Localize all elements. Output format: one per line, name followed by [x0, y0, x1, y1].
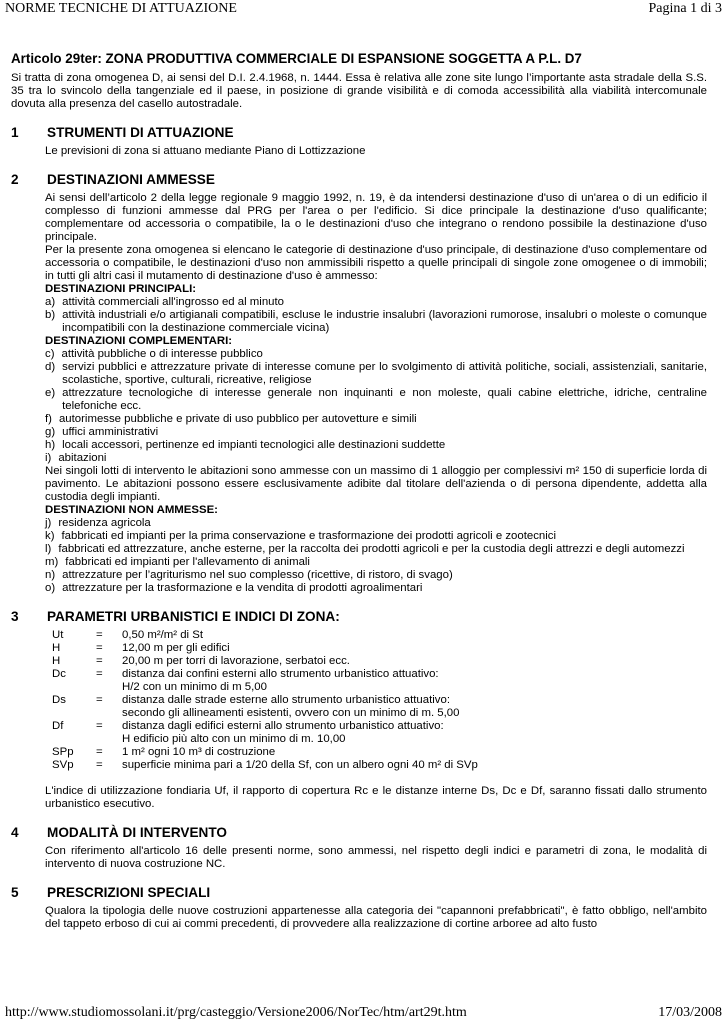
list-item [45, 387, 707, 413]
parameter-value: 0,50 m²/m² di St [122, 629, 204, 641]
parameter-key: Dc [52, 668, 66, 680]
section-number: 5 [11, 885, 19, 900]
print-footer [0, 1005, 724, 1024]
item-marker: e) [45, 387, 56, 399]
item-text: locali accessori, pertinenze ed impianti tecnologici alle destinazioni suddette [62, 439, 446, 451]
item-text: attrezzature tecnologiche di interesse generale non inquinanti e non moleste, quali cabine elettriche, idriche, centraline telefoniche ecc. [62, 387, 707, 412]
item-marker: k) [45, 530, 55, 542]
parameter-row [52, 759, 707, 772]
list-item [45, 543, 707, 556]
item-marker: h) [45, 439, 56, 451]
item-marker: j) [45, 517, 52, 529]
equals-sign: = [96, 668, 103, 680]
list-item [45, 426, 707, 439]
parameter-key: SVp [52, 759, 74, 771]
parameter-detail: secondo gli allineamenti esistenti, ovvero con un minimo di m. 5,00 [122, 707, 460, 719]
section-text: Le previsioni di zona si attuano mediante Piano di Lottizzazione [45, 145, 366, 157]
parameter-value: distanza dalle strade esterne allo strumento urbanistico attuativo: [122, 694, 450, 706]
subheading-non-ammesse: DESTINAZIONI NON AMMESSE: [45, 504, 218, 516]
parameter-value: distanza dagli edifici esterni allo strumento urbanistico attuativo: [122, 720, 444, 732]
item-text: residenza agricola [58, 517, 151, 529]
list-item [45, 517, 707, 530]
parameter-key: Df [52, 720, 64, 732]
parameter-value: 12,00 m per gli edifici [122, 642, 230, 654]
paragraph: L'indice di utilizzazione fondiaria Uf, il rapporto di copertura Rc e le distanze interne Ds, Dc e Df, saranno fissati dallo strumento urbanistico esecutivo. [45, 785, 707, 810]
item-text: attività commerciali all'ingrosso ed al minuto [62, 296, 284, 308]
paragraph: Nei singoli lotti di intervento le abitazioni sono ammesse con un massimo di 1 alloggio per complessivi m² 150 di superficie lorda di pavimento. Le abitazioni possono essere esclusivamente adibite dal titolare dell'azienda o di persona dipendente, addetta alla custodia degli impianti. [45, 465, 707, 503]
parameter-row [52, 668, 707, 681]
subheading-complementari: DESTINAZIONI COMPLEMENTARI: [45, 335, 233, 347]
section-title: MODALITÀ DI INTERVENTO [47, 825, 227, 840]
section-number: 1 [11, 125, 19, 140]
parameter-row [52, 642, 707, 655]
section-heading [11, 124, 707, 141]
item-marker: c) [45, 348, 55, 360]
parameter-table [52, 629, 707, 772]
list-item [45, 413, 707, 426]
section-number: 2 [11, 172, 19, 187]
equals-sign: = [96, 694, 103, 706]
item-marker: a) [45, 296, 56, 308]
parameter-value: 20,00 m per torri di lavorazione, serbatoi ecc. [122, 655, 350, 667]
parameter-row [52, 629, 707, 642]
item-text: fabbricati ed impianti per la prima conservazione e trasformazione dei prodotti agricoli e zootecnici [61, 530, 556, 542]
list-item [45, 348, 707, 361]
item-marker: d) [45, 361, 56, 373]
subheading-principali: DESTINAZIONI PRINCIPALI: [45, 283, 197, 295]
parameter-row [52, 694, 707, 707]
print-header [0, 0, 724, 20]
document-body [11, 51, 707, 931]
parameter-row [52, 720, 707, 733]
equals-sign: = [96, 629, 103, 641]
list-item [45, 556, 707, 569]
parameter-value: distanza dai confini esterni allo strumento urbanistico attuativo: [122, 668, 439, 680]
section-1 [11, 124, 707, 158]
item-marker: n) [45, 569, 56, 581]
item-text: abitazioni [58, 452, 107, 464]
parameter-row [52, 746, 707, 759]
section-5 [11, 884, 707, 931]
paragraph: Ai sensi dell’articolo 2 della legge regionale 9 maggio 1992, n. 19, è da intendersi destinazione d'uso di un'area o di un edificio il complesso di funzioni ammesse dal PRG per l'area o per l'edificio. Si dice principale la destinazione d'uso qualificante; complementare od accessoria o compatibile, la o le destinazioni d'uso che integrano o rendono possibile la destinazione d'uso principale. [45, 192, 707, 243]
section-2 [11, 171, 707, 595]
item-text: autorimesse pubbliche e private di uso pubblico per autovetture e simili [58, 413, 417, 425]
equals-sign: = [96, 655, 103, 667]
item-marker: l) [45, 543, 52, 555]
item-marker: g) [45, 426, 56, 438]
paragraph: Per la presente zona omogenea si elencano le categorie di destinazione d'uso principale, di destinazione d'uso complementare od accessoria o compatibile, le destinazioni d'uso non ammissibili rispetto a quelle principali di singole zone omogenee o di immobili; in tutti gli altri casi il mutamento di destinazione d'uso è ammesso: [45, 244, 707, 282]
section-number: 3 [11, 609, 19, 624]
item-text: attività pubbliche o di interesse pubblico [61, 348, 263, 360]
item-text: attività industriali e/o artigianali compatibili, escluse le industrie insalubri (lavorazioni rumorose, insalubri o moleste o comunque incompatibili con la destinazione commerciale vicina) [62, 309, 707, 334]
section-3 [11, 608, 707, 811]
item-marker: o) [45, 582, 56, 594]
parameter-key: Ut [52, 629, 64, 641]
section-4 [11, 824, 707, 871]
parameter-row [52, 655, 707, 668]
parameter-key: H [52, 655, 61, 667]
list-item [45, 296, 707, 309]
item-text: attrezzature per l’agriturismo nel suo complesso (ricettive, di ristoro, di svago) [62, 569, 453, 581]
page-indicator: Pagina 1 di 3 [648, 1, 722, 16]
item-text: servizi pubblici e attrezzature private di interesse comune per lo svolgimento di attività politiche, sociali, assistenziali, sanitarie, scolastiche, sportive, culturali, ricreative, religiose [62, 361, 707, 386]
section-title: STRUMENTI DI ATTUAZIONE [47, 125, 234, 140]
section-heading [11, 608, 707, 625]
list-item [45, 439, 707, 452]
item-text: fabbricati ed impianti per l'allevamento di animali [65, 556, 310, 568]
equals-sign: = [96, 746, 103, 758]
section-title: DESTINAZIONI AMMESSE [47, 172, 215, 187]
item-marker: b) [45, 309, 56, 321]
parameter-value: 1 m² ogni 10 m³ di costruzione [122, 746, 276, 758]
section-title: PARAMETRI URBANISTICI E INDICI DI ZONA: [47, 609, 340, 624]
item-marker: i) [45, 452, 52, 464]
parameter-detail: H edificio più alto con un minimo di m. 10,00 [122, 733, 346, 745]
equals-sign: = [96, 642, 103, 654]
section-heading [11, 171, 707, 188]
document-title: NORME TECNICHE DI ATTUAZIONE [5, 1, 237, 16]
equals-sign: = [96, 759, 103, 771]
item-marker: m) [45, 556, 59, 568]
list-item [45, 569, 707, 582]
article-intro: Si tratta di zona omogenea D, ai sensi del D.I. 2.4.1968, n. 1444. Essa è relativa alle zone site lungo l’importante asta stradale della S.S. 35 tra lo svincolo della tangenziale ed il paese, in posizione di grande visibilità e di comoda accessibilità alla viabilità intercomunale dovuta alla presenza del casello autostradale. [11, 72, 707, 110]
section-text: Qualora la tipologia delle nuove costruzioni appartenesse alla categoria dei "capannoni prefabbricati", è fatto obbligo, nell'ambito del tappeto erboso di cui ai commi precedenti, di provvedere alla realizzazione di cortine arboree ad alto fusto [45, 905, 707, 930]
parameter-detail: H/2 con un minimo di m 5,00 [122, 681, 267, 693]
list-item [45, 530, 707, 543]
list-item [45, 309, 707, 335]
parameter-key: Ds [52, 694, 66, 706]
section-heading [11, 884, 707, 901]
item-text: fabbricati ed attrezzature, anche esterne, per la raccolta dei prodotti agricoli e per la custodia degli attrezzi e degli automezzi [58, 543, 685, 555]
list-item [45, 452, 707, 465]
page-url: http://www.studiomossolani.it/prg/casteggio/Versione2006/NorTec/htm/art29t.htm [5, 1005, 467, 1020]
section-body [45, 629, 707, 811]
parameter-key: SPp [52, 746, 74, 758]
section-number: 4 [11, 825, 19, 840]
article-title: Articolo 29ter: ZONA PRODUTTIVA COMMERCIALE DI ESPANSIONE SOGGETTA A P.L. D7 [11, 51, 582, 66]
parameter-value: superficie minima pari a 1/20 della Sf, con un albero ogni 40 m² di SVp [122, 759, 478, 771]
list-item [45, 361, 707, 387]
print-date: 17/03/2008 [658, 1005, 722, 1020]
section-heading [11, 824, 707, 841]
section-body [45, 192, 707, 595]
list-item [45, 582, 707, 595]
item-text: uffici amministrativi [62, 426, 159, 438]
section-title: PRESCRIZIONI SPECIALI [47, 885, 211, 900]
section-text: Con riferimento all'articolo 16 delle presenti norme, sono ammessi, nel rispetto degli indici e parametri di zona, le modalità di intervento di nuova costruzione NC. [45, 845, 707, 870]
item-marker: f) [45, 413, 52, 425]
item-text: attrezzature per la trasformazione e la vendita di prodotti agroalimentari [62, 582, 423, 594]
parameter-key: H [52, 642, 61, 654]
equals-sign: = [96, 720, 103, 732]
